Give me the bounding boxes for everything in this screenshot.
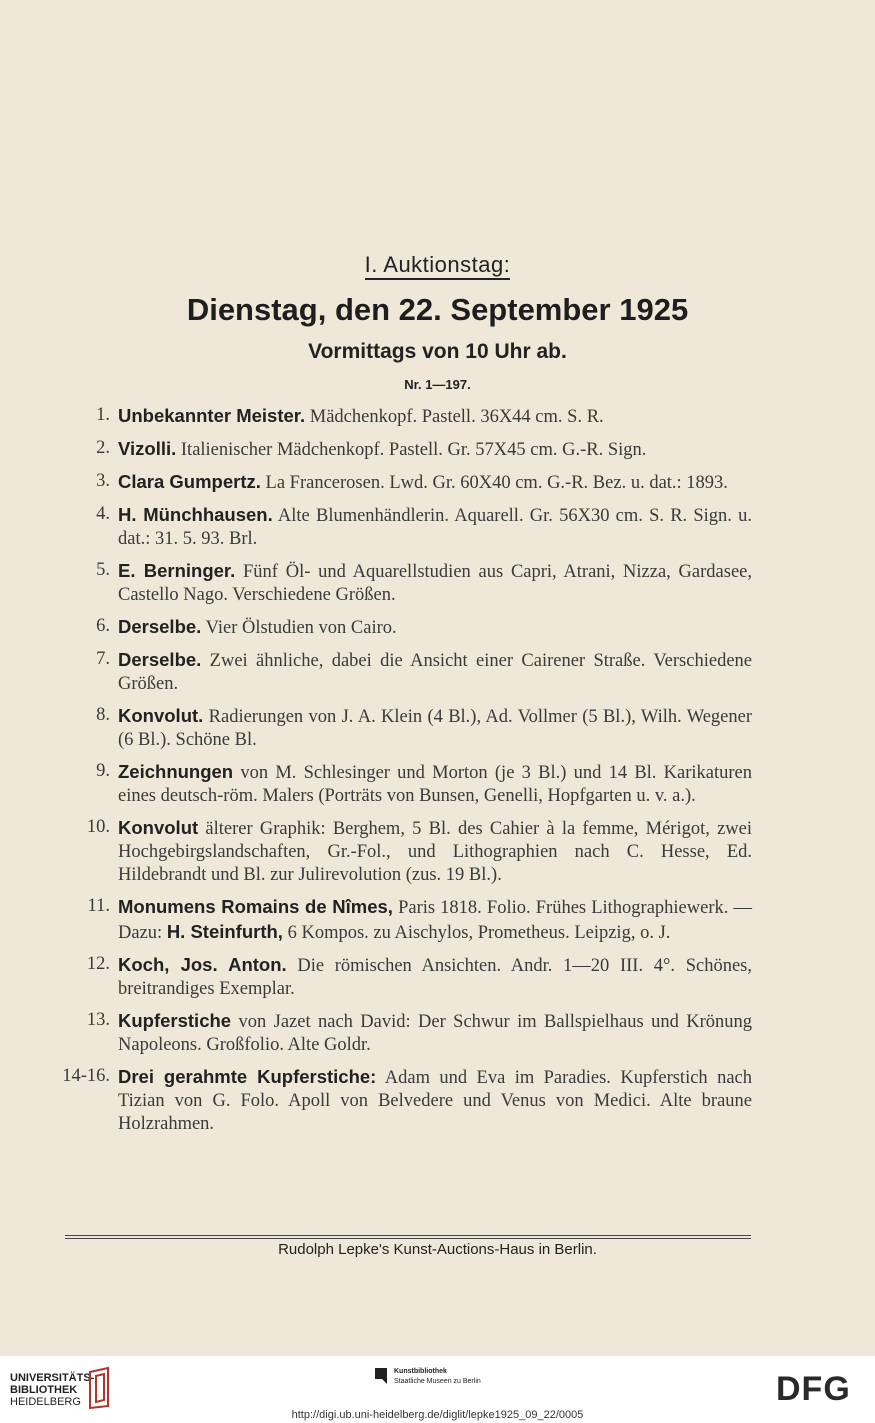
- footer-rule: [65, 1235, 751, 1239]
- lot-entry: [60, 648, 752, 696]
- lot-description: von Jazet nach David: Der Schwur im Ballspielhaus und Krönung Napoleons. Großfolio. Alte Goldr.: [118, 1012, 753, 1055]
- lot-description: Zwei ähnliche, dabei die Ansicht einer Cairener Straße. Verschiedene Größen.: [118, 651, 752, 694]
- lot-title: Zeichnungen: [118, 761, 234, 782]
- lot-entry: [60, 953, 752, 1001]
- lot-title: Monumens Romains de Nîmes,: [118, 896, 393, 917]
- lot-number: 3.: [96, 471, 110, 491]
- lot-entry: [60, 1065, 752, 1136]
- lot-description: Alte Blumenhändlerin. Aquarell. Gr. 56X30 cm. S. R. Sign. u. dat.: 31. 5. 93. Brl.: [118, 506, 753, 549]
- lot-entry: [60, 816, 752, 887]
- lot-entry: [60, 895, 752, 945]
- lot-entry: [60, 437, 752, 462]
- lot-title: Vizolli.: [118, 438, 177, 459]
- auction-day-text: I. Auktionstag:: [365, 252, 511, 280]
- kb-line-2: Staatliche Museen zu Berlin: [394, 1378, 481, 1385]
- lot-entry: [60, 559, 752, 607]
- lot-entry: [60, 760, 752, 808]
- lot-number: 8.: [96, 705, 110, 725]
- logo-line-3: HEIDELBERG: [10, 1396, 81, 1408]
- publisher-line: Rudolph Lepke's Kunst-Auctions-Haus in Berlin.: [278, 1241, 597, 1258]
- lot-title: Derselbe.: [118, 649, 202, 670]
- lot-number: 9.: [96, 761, 110, 781]
- university-emblem-icon: [86, 1366, 114, 1410]
- lot-number: 5.: [96, 560, 110, 580]
- lot-title: Clara Gumpertz.: [118, 471, 261, 492]
- dfg-logo: DFG: [776, 1370, 851, 1408]
- auction-date-heading: Dienstag, den 22. September 1925: [186, 292, 689, 327]
- lot-title: Kupferstiche: [118, 1010, 232, 1031]
- lot-description: Die römischen Ansichten. Andr. 1—20 III. 4°. Schönes, breitrandiges Exemplar.: [118, 956, 752, 999]
- logo-line-2: BIBLIOTHEK: [10, 1384, 78, 1396]
- lot-entry: [60, 470, 752, 495]
- lot-number: 10.: [86, 817, 110, 837]
- lot-description: Adam und Eva im Paradies. Kupferstich nach Tizian von G. Folo. Apoll von Belvedere und Venus von Medici. Alte braune Holzrahmen.: [118, 1068, 752, 1134]
- lot-title: Konvolut: [118, 817, 199, 838]
- lot-number: 4.: [96, 504, 110, 524]
- lot-number: 1.: [96, 405, 110, 425]
- lot-title: E. Berninger.: [118, 560, 236, 581]
- lot-number: 13.: [86, 1010, 110, 1030]
- lot-title: H. Münchhausen.: [118, 504, 273, 525]
- lot-number: 11.: [87, 896, 110, 916]
- lot-number: 6.: [96, 616, 110, 636]
- source-url[interactable]: http://digi.ub.uni-heidelberg.de/diglit/lepke1925_09_22/0005: [291, 1409, 584, 1421]
- lot-title: Unbekannter Meister.: [118, 405, 306, 426]
- lot-secondary-description: 6 Kompos. zu Aischylos, Prometheus. Leipzig, o. J.: [287, 923, 671, 943]
- lot-description: von M. Schlesinger und Morton (je 3 Bl.) und 14 Bl. Karikaturen eines deutsch-röm. Malers (Porträts von Bunsen, Genelli, Hopfgarten u. v. a.).: [118, 763, 752, 806]
- lot-number: 2.: [96, 438, 110, 458]
- lot-entry: [60, 615, 752, 640]
- lot-description: älterer Graphik: Berghem, 5 Bl. des Cahier à la femme, Mérigot, zwei Hochgebirgslandschaften, Gr.-Fol., und Lithographien nach C. Hesse, Ed. Hildebrandt und Bl. zur Julirevolution (zus. 19 Bl.).: [118, 819, 753, 885]
- auction-time-heading: Vormittags von 10 Uhr ab.: [308, 340, 567, 363]
- lot-description: Paris 1818. Folio. Frühes Lithographiewerk. — Dazu:: [118, 898, 753, 943]
- lot-description: Vier Ölstudien von Cairo.: [205, 618, 397, 638]
- lot-description: Italienischer Mädchenkopf. Pastell. Gr. 57X45 cm. G.-R. Sign.: [180, 440, 647, 460]
- kb-line-1: Kunstbibliothek: [394, 1368, 447, 1375]
- lot-entry: [60, 704, 752, 752]
- lot-secondary-title: H. Steinfurth,: [166, 921, 283, 942]
- lot-description: Fünf Öl- und Aquarellstudien aus Capri, Atrani, Nizza, Gardasee, Castello Nago. Verschiedene Größen.: [118, 562, 752, 605]
- university-library-logo: [10, 1372, 94, 1408]
- lot-number: 14-16.: [62, 1066, 110, 1086]
- kunstbibliothek-icon: [374, 1366, 390, 1386]
- lot-title: Koch, Jos. Anton.: [118, 954, 287, 975]
- lot-title: Derselbe.: [118, 616, 202, 637]
- kunstbibliothek-text: [394, 1367, 481, 1387]
- lot-description: Mädchenkopf. Pastell. 36X44 cm. S. R.: [309, 407, 604, 427]
- lot-list: [60, 404, 752, 1144]
- lot-description: La Francerosen. Lwd. Gr. 60X40 cm. G.-R. Bez. u. dat.: 1893.: [265, 473, 728, 493]
- lot-entry: [60, 1009, 752, 1057]
- lot-description: Radierungen von J. A. Klein (4 Bl.), Ad. Vollmer (5 Bl.), Wilh. Wegener (6 Bl.). Schöne Bl.: [118, 707, 752, 750]
- lot-title: Konvolut.: [118, 705, 204, 726]
- lot-number: 7.: [96, 649, 110, 669]
- lot-entry: [60, 503, 752, 551]
- lot-range: Nr. 1—197.: [404, 377, 471, 392]
- lot-title: Drei gerahmte Kupferstiche:: [118, 1066, 377, 1087]
- lot-number: 12.: [86, 954, 110, 974]
- logo-line-1: UNIVERSITÄTS-: [10, 1372, 95, 1384]
- auction-day-heading: [0, 252, 875, 278]
- lot-entry: [60, 404, 752, 429]
